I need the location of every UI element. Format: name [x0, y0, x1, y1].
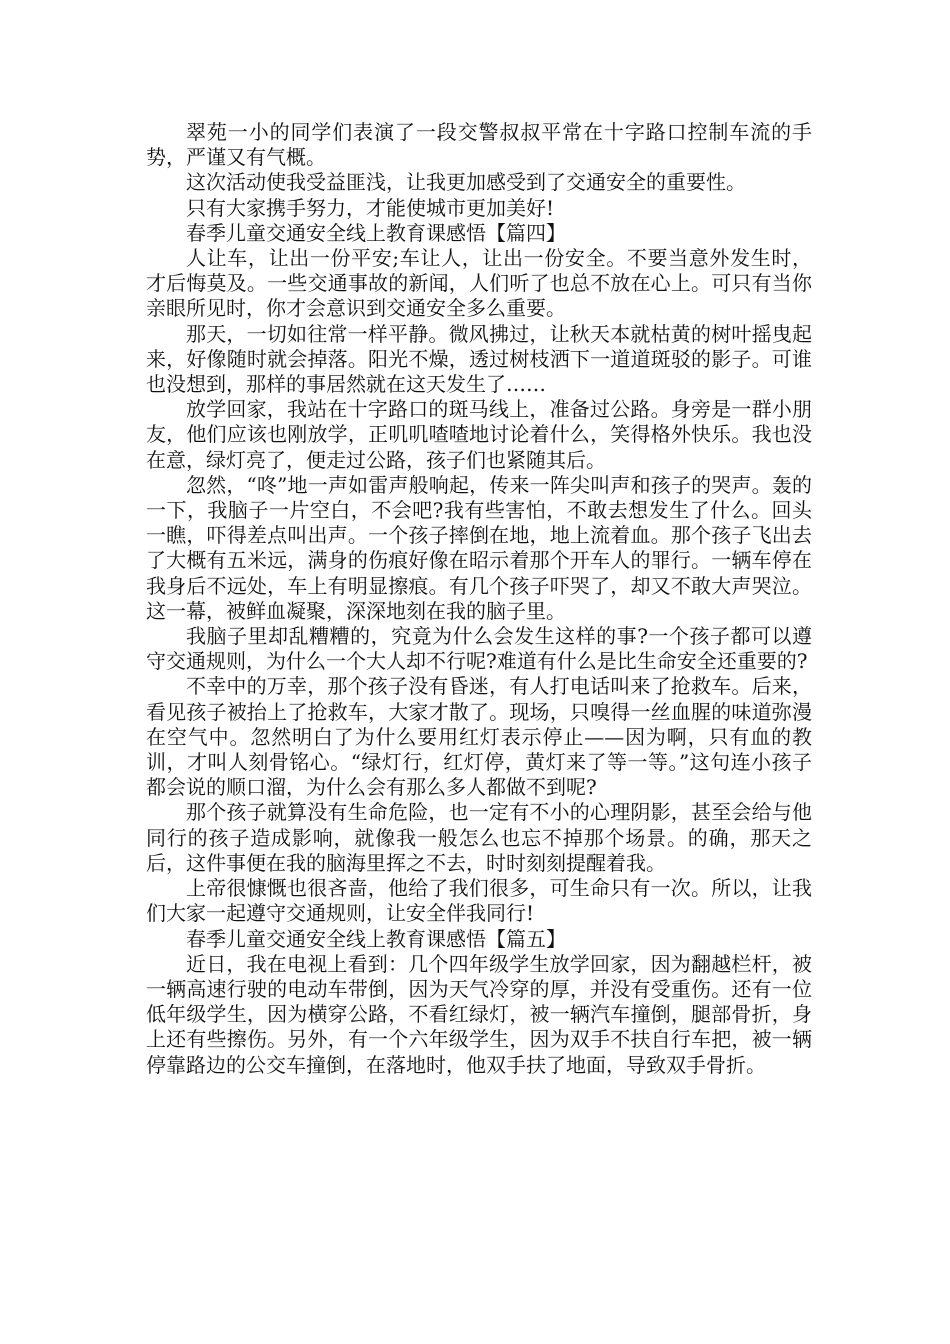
paragraph: 放学回家，我站在十字路口的斑马线上，准备过公路。身旁是一群小朋友，他们应该也刚放学，正叽叽喳喳地讨论着什么，笑得格外快乐。我也没在意，绿灯亮了，便走过公路，孩子们也紧随其后。	[146, 397, 812, 472]
paragraph: 忽然，“咚”地一声如雷声般响起，传来一阵尖叫声和孩子的哭声。轰的一下，我脑子一片空白，不会吧?我有些害怕，不敢去想发生了什么。回头一瞧，吓得差点叫出声。一个孩子摔倒在地，地上流着血。那个孩子飞出去了大概有五米远，满身的伤痕好像在昭示着那个开车人的罪行。一辆车停在我身后不远处，车上有明显擦痕。有几个孩子吓哭了，却又不敢大声哭泣。这一幕，被鲜血凝聚，深深地刻在我的脑子里。	[146, 472, 812, 623]
paragraph: 那天，一切如往常一样平静。微风拂过，让秋天本就枯黄的树叶摇曳起来，好像随时就会掉落。阳光不燥，透过树枝洒下一道道斑驳的影子。可谁也没想到，那样的事居然就在这天发生了……	[146, 321, 812, 397]
paragraph: 近日，我在电视上看到：几个四年级学生放学回家，因为翻越栏杆，被一辆高速行驶的电动车带倒，因为天气冷穿的厚，并没有受重伤。还有一位低年级学生，因为横穿公路，不看红绿灯，被一辆汽车撞倒，腿部骨折，身上还有些擦伤。另外，有一个六年级学生，因为双手不扶自行车把，被一辆停靠路边的公交车撞倒，在落地时，他双手扶了地面，导致双手骨折。	[146, 951, 812, 1077]
paragraph: 我脑子里却乱糟糟的，究竟为什么会发生这样的事?一个孩子都可以遵守交通规则，为什么一个大人却不行呢?难道有什么是比生命安全还重要的?	[146, 624, 812, 674]
section-heading: 春季儿童交通安全线上教育课感悟【篇四】	[186, 220, 566, 245]
document-page	[146, 120, 812, 1078]
section-heading: 春季儿童交通安全线上教育课感悟【篇五】	[186, 926, 566, 951]
paragraph: 这次活动使我受益匪浅，让我更加感受到了交通安全的重要性。	[186, 170, 746, 195]
paragraph: 上帝很慷慨也很吝啬，他给了我们很多，可生命只有一次。所以，让我们大家一起遵守交通规则，让安全伴我同行!	[146, 876, 812, 926]
paragraph: 翠苑一小的同学们表演了一段交警叔叔平常在十字路口控制车流的手势，严谨又有气概。	[146, 120, 812, 170]
paragraph: 人让车，让出一份平安;车让人，让出一份安全。不要当意外发生时，才后悔莫及。一些交通事故的新闻，人们听了也总不放在心上。可只有当你亲眼所见时，你才会意识到交通安全多么重要。	[146, 246, 812, 321]
paragraph: 那个孩子就算没有生命危险，也一定有不小的心理阴影，甚至会给与他同行的孩子造成影响，就像我一般怎么也忘不掉那个场景。的确，那天之后，这件事便在我的脑海里挥之不去，时时刻刻提醒着我。	[146, 800, 812, 875]
paragraph: 不幸中的万幸，那个孩子没有昏迷，有人打电话叫来了抢救车。后来，看见孩子被抬上了抢救车，大家才散了。现场，只嗅得一丝血腥的味道弥漫在空气中。忽然明白了为什么要用红灯表示停止——因为啊，只有血的教训，才叫人刻骨铭心。“绿灯行，红灯停，黄灯来了等一等。”这句连小孩子都会说的顺口溜，为什么会有那么多人都做不到呢?	[146, 674, 812, 800]
paragraph: 只有大家携手努力，才能使城市更加美好!	[186, 195, 555, 220]
